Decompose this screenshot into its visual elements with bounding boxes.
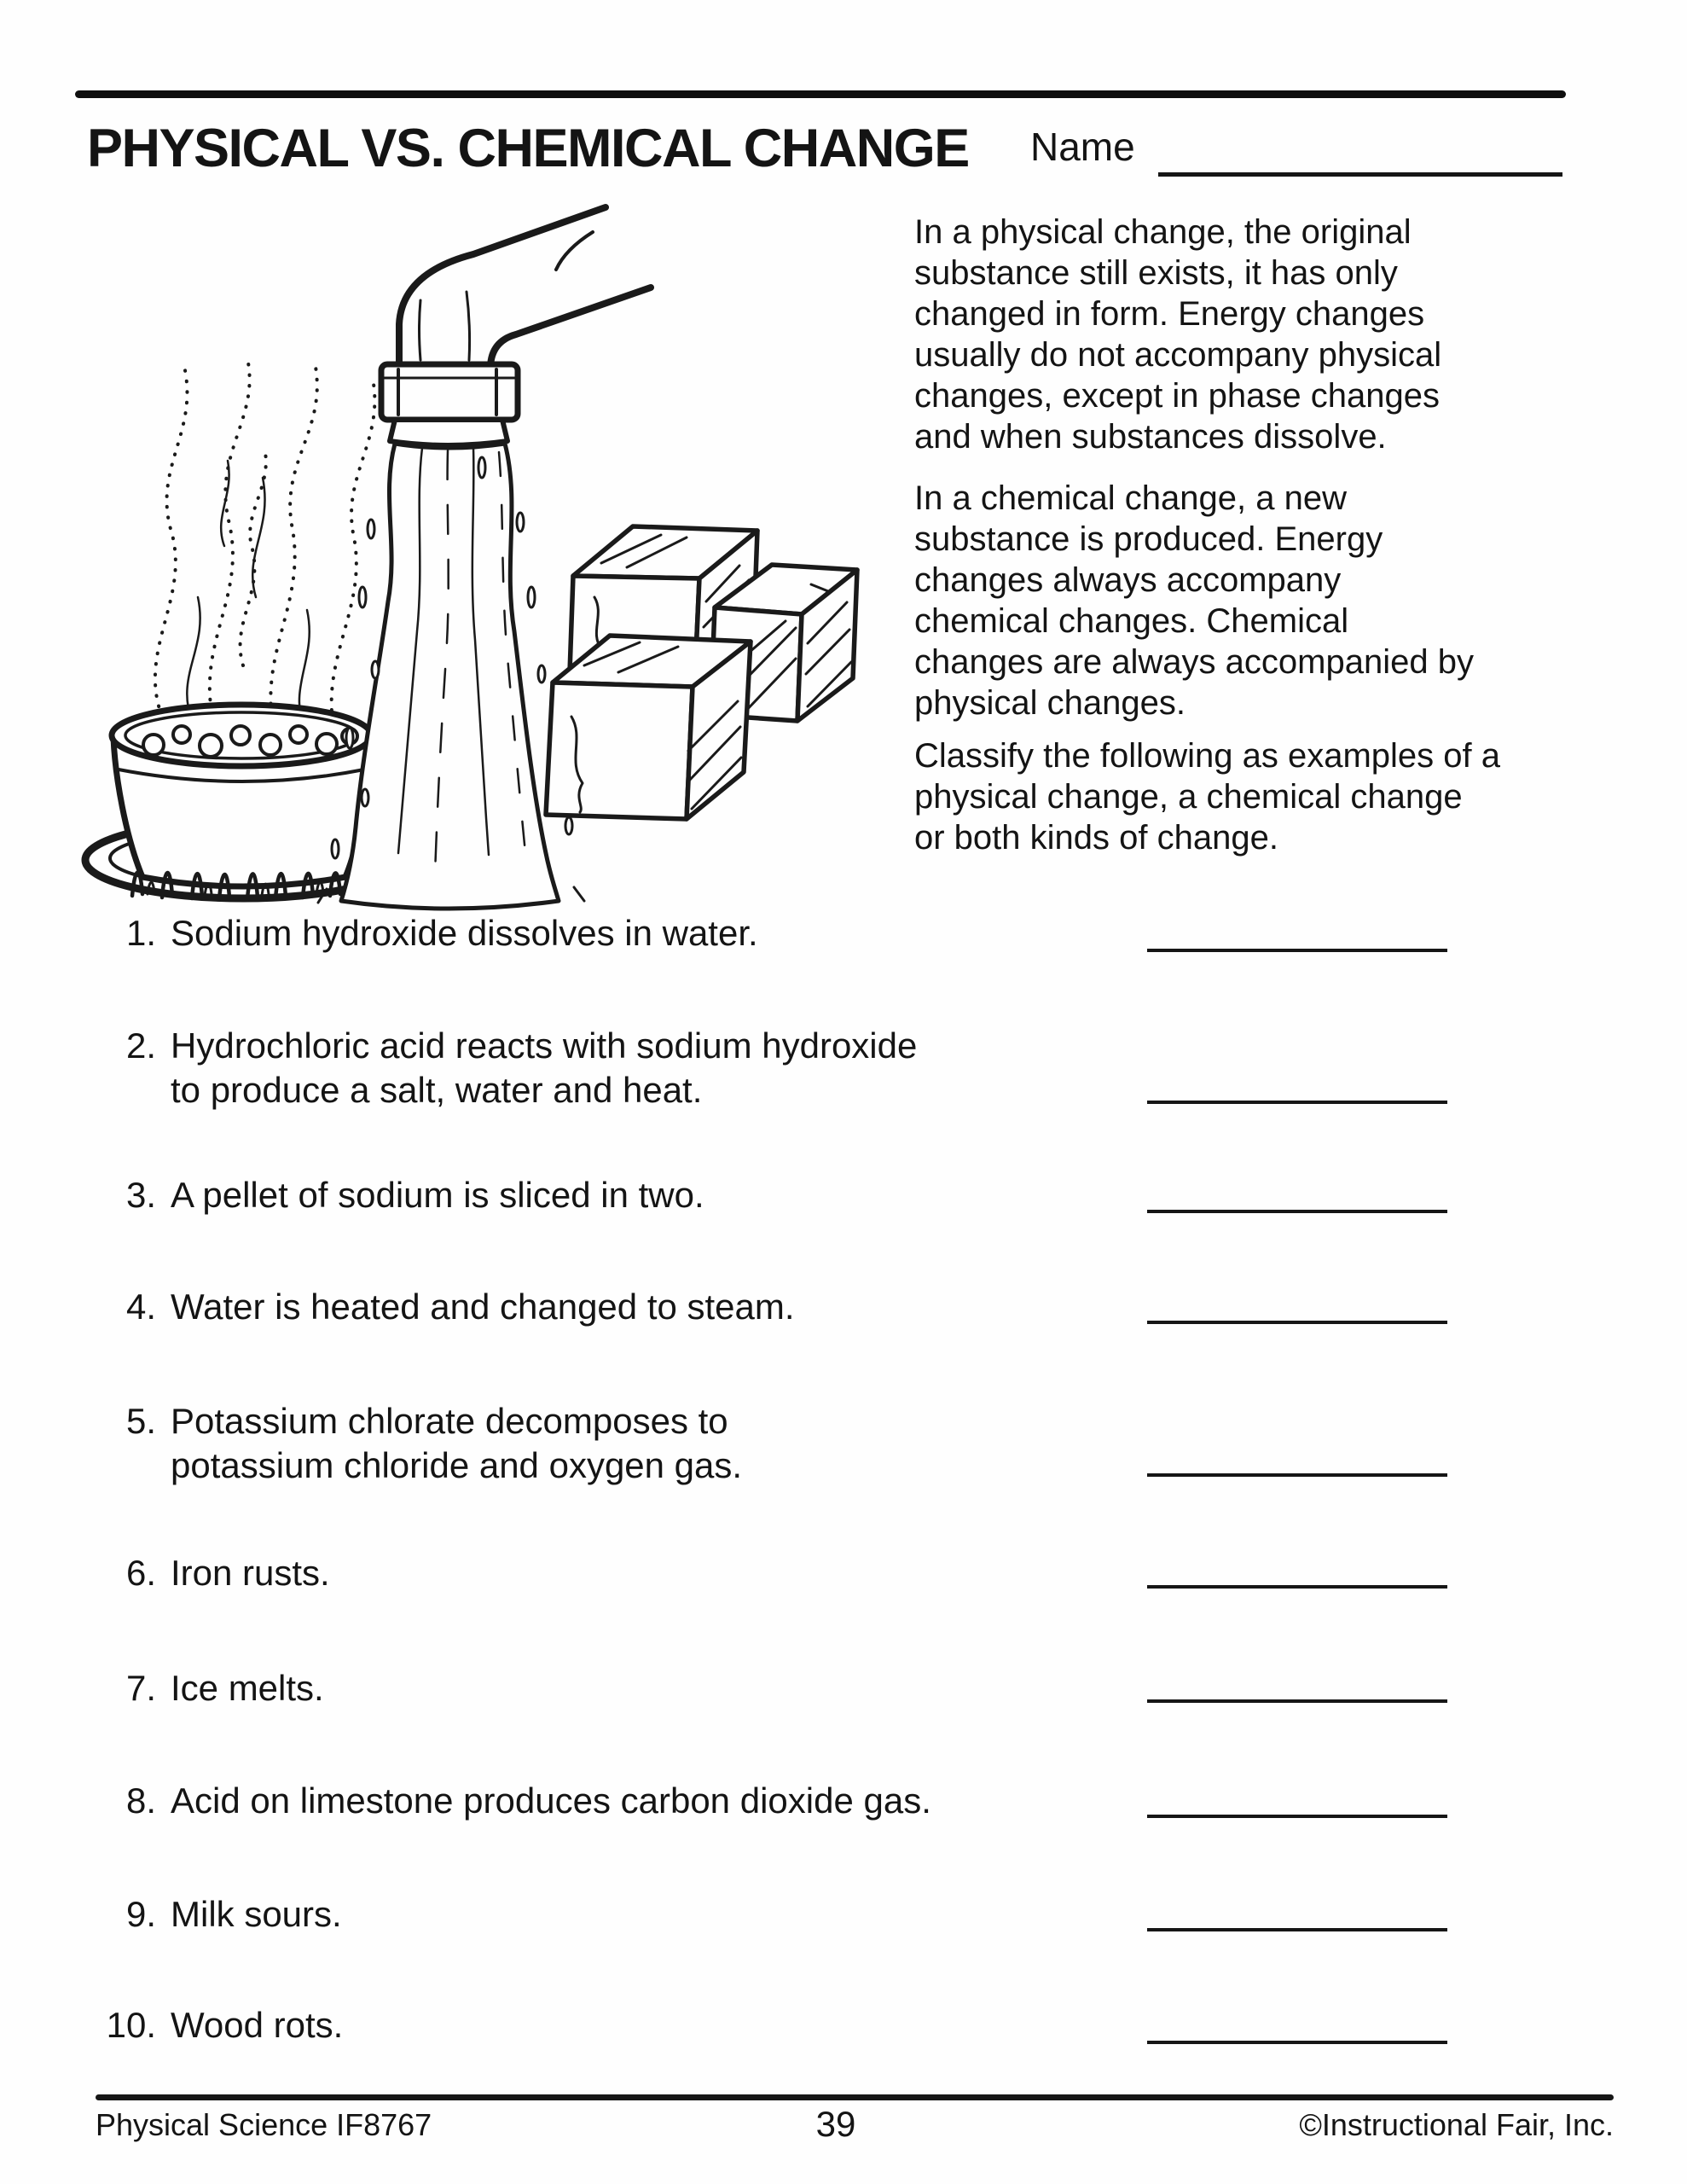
question-number: 7. [125,1668,156,1708]
question-line: Wood rots. [171,2005,344,2045]
question-row-4 [0,1285,1687,1391]
question-row-1 [0,911,1687,1018]
water-stream-icon [318,444,584,909]
paragraph-line: usually do not accompany physical [914,336,1442,374]
worksheet-illustration [81,119,908,913]
question-text [171,1779,1023,1823]
intro-paragraph-instructions [914,735,1614,858]
name-input-line[interactable] [1158,133,1562,177]
question-line: A pellet of sodium is sliced in two. [171,1175,704,1215]
question-line: Ice melts. [171,1668,324,1708]
ice-cubes-icon [546,526,857,819]
name-label: Name [1030,125,1135,169]
question-text [171,2003,1023,2048]
question-line: Potassium chlorate decomposes to [171,1401,728,1441]
paragraph-line: physical change, a chemical change [914,778,1463,816]
intro-paragraph-physical [914,212,1614,457]
paragraph-line: changed in form. Energy changes [914,295,1425,333]
steam-wisps-icon [155,358,374,725]
question-row-5 [0,1399,1687,1506]
question-row-7 [0,1666,1687,1773]
question-number: 5. [125,1401,156,1441]
question-number: 2. [125,1025,156,1066]
question-number: 3. [125,1175,156,1215]
paragraph-line: In a chemical change, a new [914,479,1347,517]
question-line: to produce a salt, water and heat. [171,1070,703,1110]
paragraph-line: or both kinds of change. [914,819,1278,857]
question-number: 9. [125,1894,156,1934]
paragraph-line: Classify the following as examples of a [914,737,1500,775]
paragraph-line: changes always accompany [914,561,1342,599]
top-rule [75,90,1566,98]
question-text [171,911,1023,956]
footer-rule [96,2094,1614,2100]
question-text [171,1551,1023,1595]
answer-blank-2[interactable] [1147,1101,1447,1104]
page-title: PHYSICAL VS. CHEMICAL CHANGE [87,119,969,178]
question-row-3 [0,1173,1687,1280]
paragraph-line: and when substances dissolve. [914,418,1387,456]
footer-book-title: Physical Science IF8767 [96,2107,432,2142]
answer-blank-5[interactable] [1147,1473,1447,1477]
question-number: 8. [125,1780,156,1821]
answer-blank-8[interactable] [1147,1815,1447,1818]
question-row-6 [0,1551,1687,1658]
question-number: 4. [125,1287,156,1327]
boiling-pot-icon [112,705,371,886]
question-line: Sodium hydroxide dissolves in water. [171,913,758,953]
question-number: 1. [125,913,156,953]
paragraph-line: In a physical change, the original [914,213,1412,251]
answer-blank-1[interactable] [1147,949,1447,952]
question-text [171,1892,1023,1937]
paragraph-line: chemical changes. Chemical [914,602,1349,640]
question-number: 10. [106,2005,156,2045]
question-row-9 [0,1892,1687,1999]
answer-blank-7[interactable] [1147,1699,1447,1703]
paragraph-line: changes, except in phase changes [914,377,1440,415]
answer-blank-6[interactable] [1147,1585,1447,1589]
question-text [171,1666,1023,1711]
question-text [171,1285,1023,1329]
paragraph-line: substance is produced. Energy [914,520,1383,558]
question-text [171,1024,1023,1112]
question-line: Iron rusts. [171,1553,330,1593]
question-number: 6. [125,1553,156,1593]
question-text [171,1399,1023,1488]
question-text [171,1173,1023,1217]
question-line: Acid on limestone produces carbon dioxide gas. [171,1780,931,1821]
answer-blank-4[interactable] [1147,1321,1447,1324]
paragraph-line: changes are always accompanied by [914,643,1474,681]
paragraph-line: substance still exists, it has only [914,254,1398,292]
paragraph-line: physical changes. [914,684,1186,722]
answer-blank-3[interactable] [1147,1210,1447,1213]
question-row-8 [0,1779,1687,1885]
question-line: Hydrochloric acid reacts with sodium hydroxide [171,1025,918,1066]
footer-page-number: 39 [815,2104,856,2144]
answer-blank-9[interactable] [1147,1928,1447,1931]
question-line: Water is heated and changed to steam. [171,1287,795,1327]
question-line: Milk sours. [171,1894,342,1934]
answer-blank-10[interactable] [1147,2041,1447,2044]
intro-paragraph-chemical [914,478,1614,723]
question-line: potassium chloride and oxygen gas. [171,1445,743,1485]
question-row-2 [0,1024,1687,1130]
footer-copyright: ©Instructional Fair, Inc. [1299,2107,1614,2142]
running-faucet-icon [381,207,651,445]
